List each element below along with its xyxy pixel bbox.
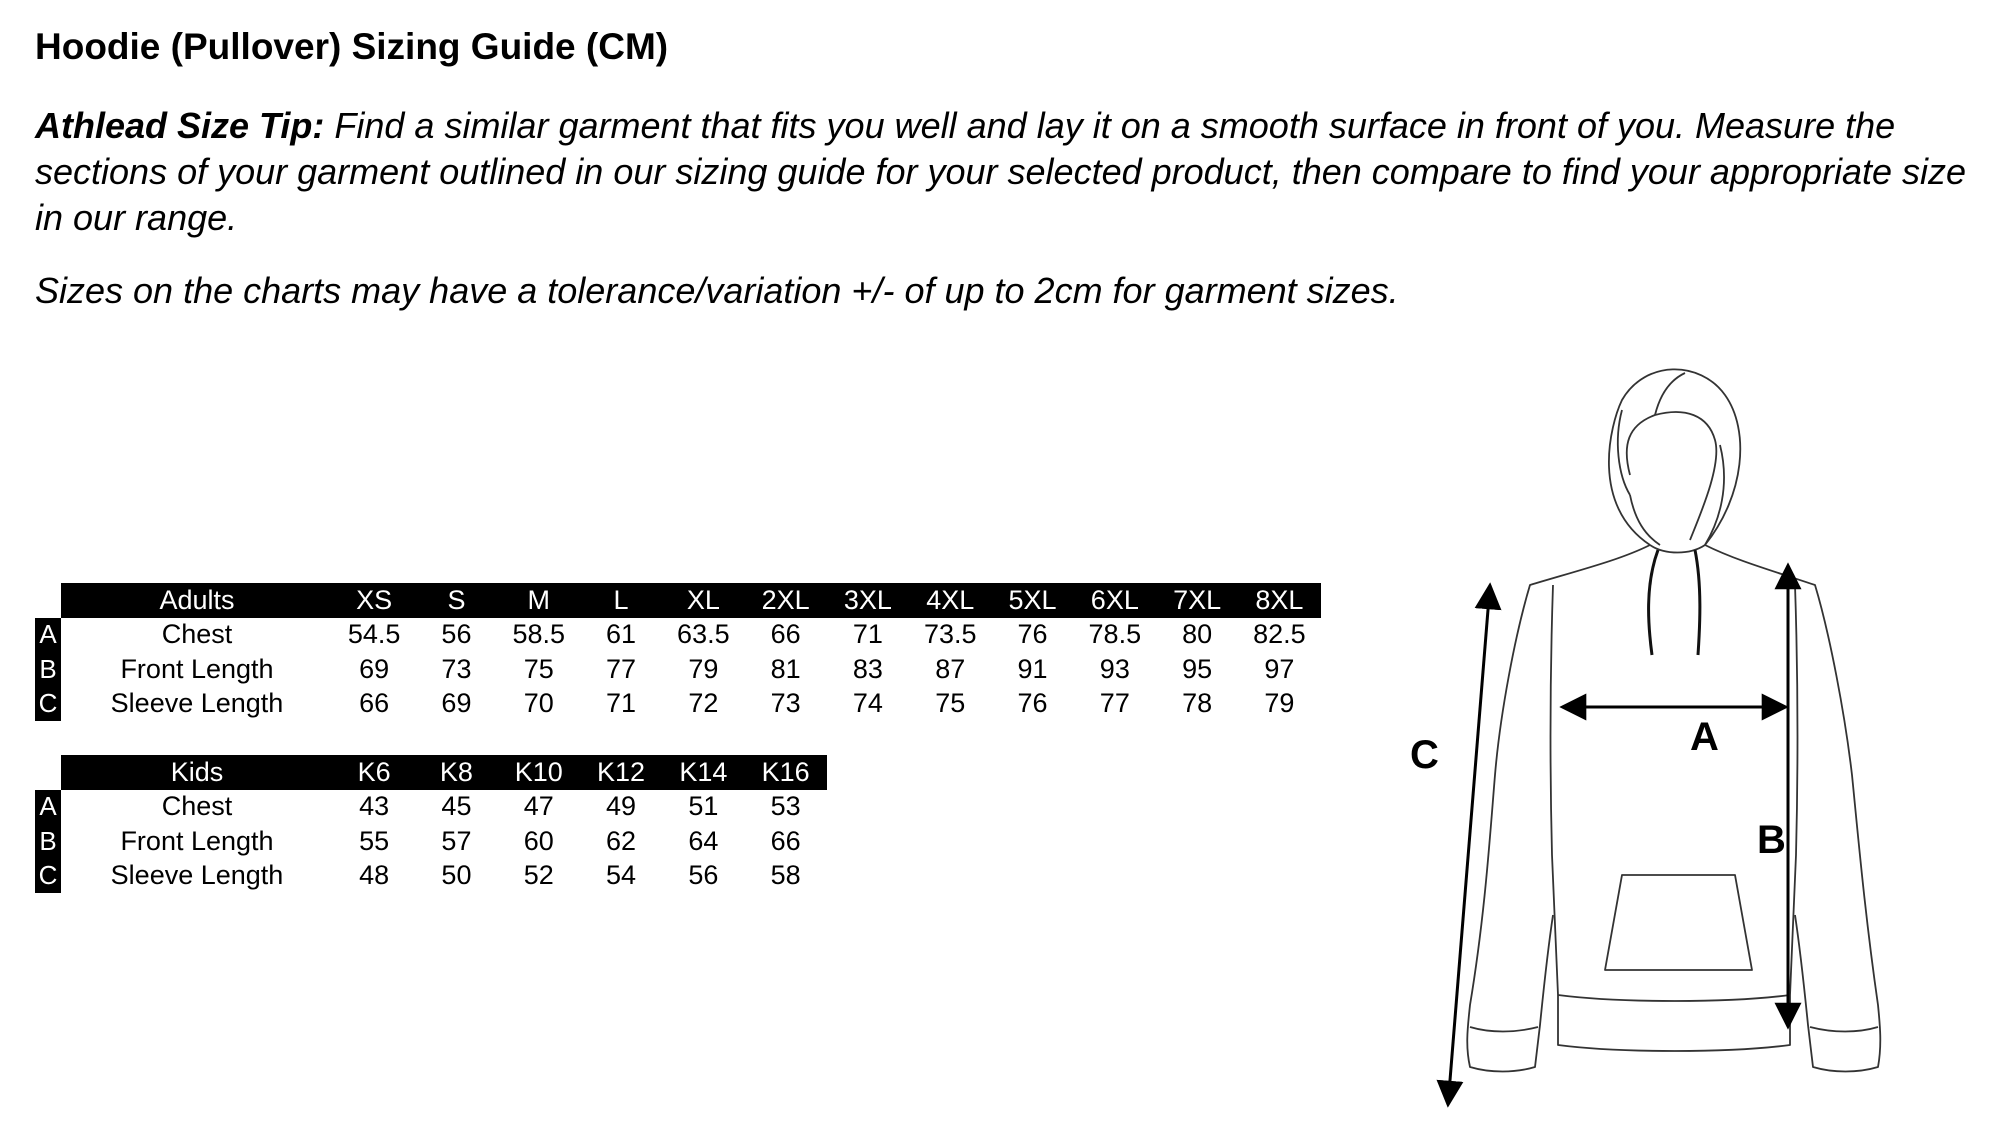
size-header: S bbox=[415, 583, 497, 618]
size-header: 7XL bbox=[1156, 583, 1238, 618]
row-letter-badge: A bbox=[35, 618, 61, 653]
table-cell: 45 bbox=[441, 791, 472, 822]
table-cell: 52 bbox=[523, 860, 554, 891]
size-tip-label: Athlead Size Tip: bbox=[35, 105, 325, 146]
row-letter-badge: C bbox=[35, 859, 61, 894]
size-header: K8 bbox=[415, 755, 497, 790]
size-header: 4XL bbox=[909, 583, 991, 618]
table-cell: 61 bbox=[606, 619, 637, 650]
table-cell: 72 bbox=[688, 688, 719, 719]
table-row bbox=[35, 824, 827, 859]
table-cell: 70 bbox=[523, 688, 554, 719]
size-header: 8XL bbox=[1238, 583, 1320, 618]
table-row bbox=[35, 859, 827, 894]
row-letter-badge: B bbox=[35, 824, 61, 859]
size-header: K10 bbox=[498, 755, 580, 790]
table-cell: 71 bbox=[852, 619, 883, 650]
table-cell: 54.5 bbox=[347, 619, 401, 650]
table-cell: 54 bbox=[606, 860, 637, 891]
table-cell: 76 bbox=[1017, 688, 1048, 719]
kids-size-table bbox=[35, 755, 827, 893]
table-cell: 73 bbox=[441, 653, 472, 684]
table-cell: 58 bbox=[770, 860, 801, 891]
table-cell: 93 bbox=[1099, 653, 1130, 684]
row-label: Chest bbox=[161, 619, 233, 650]
table-cell: 77 bbox=[606, 653, 637, 684]
kids-header-label: Kids bbox=[61, 755, 333, 790]
table-cell: 79 bbox=[1264, 688, 1295, 719]
size-tip bbox=[35, 103, 1985, 241]
row-label: Front Length bbox=[120, 825, 274, 856]
table-cell: 57 bbox=[441, 825, 472, 856]
table-cell: 80 bbox=[1182, 619, 1213, 650]
adults-header-row bbox=[35, 583, 1321, 618]
table-cell: 95 bbox=[1182, 653, 1213, 684]
size-header: XL bbox=[662, 583, 744, 618]
table-cell: 69 bbox=[359, 653, 390, 684]
kids-header-row bbox=[35, 755, 827, 790]
table-cell: 53 bbox=[770, 791, 801, 822]
size-header: 2XL bbox=[744, 583, 826, 618]
tolerance-note: Sizes on the charts may have a tolerance/variation +/- of up to 2cm for garment sizes. bbox=[35, 270, 1399, 311]
table-cell: 48 bbox=[359, 860, 390, 891]
size-header: XS bbox=[333, 583, 415, 618]
table-cell: 66 bbox=[770, 825, 801, 856]
adults-size-table bbox=[35, 583, 1321, 721]
table-corner bbox=[35, 583, 61, 618]
table-cell: 73.5 bbox=[923, 619, 977, 650]
table-cell: 79 bbox=[688, 653, 719, 684]
table-cell: 63.5 bbox=[677, 619, 730, 650]
table-cell: 69 bbox=[441, 688, 472, 719]
table-cell: 49 bbox=[606, 791, 637, 822]
table-row bbox=[35, 687, 1321, 722]
table-cell: 81 bbox=[770, 653, 801, 684]
table-cell: 82.5 bbox=[1253, 619, 1306, 650]
table-corner bbox=[35, 755, 61, 790]
size-header: L bbox=[580, 583, 662, 618]
table-cell: 87 bbox=[935, 653, 966, 684]
table-cell: 75 bbox=[523, 653, 554, 684]
row-label: Front Length bbox=[120, 653, 274, 684]
hoodie-outline-icon bbox=[1390, 355, 1950, 1115]
table-cell: 76 bbox=[1017, 619, 1048, 650]
table-cell: 62 bbox=[606, 825, 637, 856]
size-header: 6XL bbox=[1074, 583, 1156, 618]
table-cell: 74 bbox=[852, 688, 883, 719]
measurement-a-label: A bbox=[1690, 715, 1719, 759]
adults-header-label: Adults bbox=[61, 583, 333, 618]
row-letter-badge: C bbox=[35, 687, 61, 722]
table-row bbox=[35, 790, 827, 825]
table-cell: 51 bbox=[688, 791, 719, 822]
size-header: K6 bbox=[333, 755, 415, 790]
table-cell: 47 bbox=[523, 791, 554, 822]
size-header: K16 bbox=[744, 755, 826, 790]
size-header: M bbox=[498, 583, 580, 618]
row-label: Sleeve Length bbox=[110, 688, 284, 719]
table-cell: 58.5 bbox=[512, 619, 566, 650]
table-cell: 50 bbox=[441, 860, 472, 891]
row-label: Sleeve Length bbox=[110, 860, 284, 891]
table-row bbox=[35, 652, 1321, 687]
table-cell: 55 bbox=[359, 825, 390, 856]
row-letter-badge: A bbox=[35, 790, 61, 825]
table-cell: 43 bbox=[359, 791, 390, 822]
size-tip-text: Find a similar garment that fits you well and lay it on a smooth surface in front of you. Measure the sections of your garment outlined in our sizing guide for your selected product, then compare to find your appropriate size in our range. bbox=[35, 105, 1967, 238]
size-header: 3XL bbox=[827, 583, 909, 618]
size-header: 5XL bbox=[991, 583, 1073, 618]
table-cell: 66 bbox=[770, 619, 801, 650]
table-cell: 83 bbox=[852, 653, 883, 684]
table-cell: 97 bbox=[1264, 653, 1295, 684]
table-cell: 66 bbox=[359, 688, 390, 719]
table-cell: 77 bbox=[1099, 688, 1130, 719]
page-title: Hoodie (Pullover) Sizing Guide (CM) bbox=[35, 26, 669, 67]
table-cell: 73 bbox=[770, 688, 801, 719]
table-cell: 78.5 bbox=[1088, 619, 1142, 650]
measurement-b-label: B bbox=[1757, 818, 1786, 862]
row-label: Chest bbox=[161, 791, 233, 822]
table-cell: 91 bbox=[1017, 653, 1048, 684]
measurement-c-label: C bbox=[1410, 733, 1439, 777]
table-cell: 56 bbox=[441, 619, 472, 650]
table-cell: 60 bbox=[523, 825, 554, 856]
table-row bbox=[35, 618, 1321, 653]
table-cell: 75 bbox=[935, 688, 966, 719]
table-cell: 56 bbox=[688, 860, 719, 891]
size-header: K12 bbox=[580, 755, 662, 790]
table-cell: 71 bbox=[606, 688, 637, 719]
row-letter-badge: B bbox=[35, 652, 61, 687]
table-cell: 78 bbox=[1182, 688, 1213, 719]
table-cell: 64 bbox=[688, 825, 719, 856]
size-header: K14 bbox=[662, 755, 744, 790]
